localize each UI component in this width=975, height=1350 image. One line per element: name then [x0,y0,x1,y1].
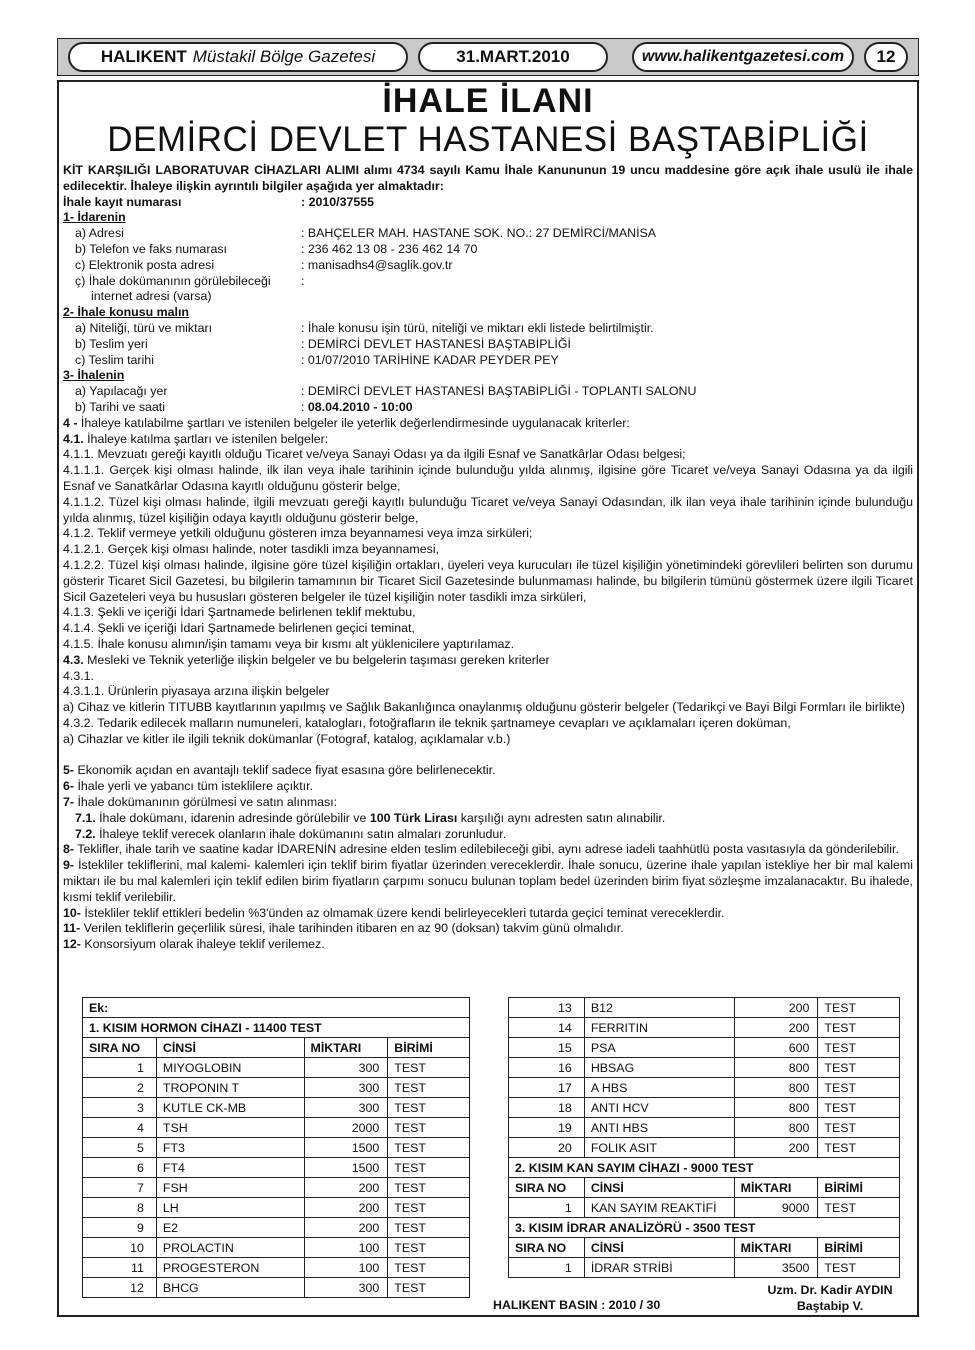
cell-name: FERRITIN [584,1018,734,1038]
s71-num: 7.1. [75,810,96,825]
table-row [509,1258,900,1278]
cell-unit: TEST [388,1258,470,1278]
s12-text: Konsorsiyum olarak ihaleye teklif verilemez. [80,937,325,952]
notice-title: İHALE İLANI [382,82,594,120]
cell-no: 10 [83,1238,157,1258]
s71-price: 100 Türk Lirası [369,810,458,825]
signer-name: Uzm. Dr. Kadir AYDIN [767,1283,893,1297]
s3-col-birimi: BİRİMİ [818,1238,900,1258]
cell-unit: TEST [388,1178,470,1198]
cell-unit: TEST [818,1078,900,1098]
section-3-row [509,1218,900,1238]
cell-qty: 300 [304,1098,388,1118]
table-row [509,1138,900,1158]
press-reference: HALIKENT BASIN : 2010 / 30 [493,1298,661,1312]
signer-title: Baştabip V. [796,1299,864,1313]
section-11 [63,921,913,937]
cell-qty: 200 [734,1138,818,1158]
cell-no: 17 [509,1078,585,1098]
s1-d-value: : [301,273,305,288]
section-4 [63,416,913,432]
cell-name: TROPONIN T [156,1078,304,1098]
s71-text-a: İhale dokümanı, idarenin adresinde görülebilir ve [95,810,370,825]
cell-unit: TEST [388,1158,470,1178]
s1-c-value: : manisadhs4@saglik.gov.tr [301,257,453,272]
cell-qty: 200 [304,1178,388,1198]
table-row [83,1198,470,1218]
cell-no: 5 [83,1138,157,1158]
cell-no: 7 [83,1178,157,1198]
cell-no: 1 [509,1258,585,1278]
cell-unit: TEST [818,998,900,1018]
cell-name: FOLIK ASIT [584,1138,734,1158]
cell-no: 11 [83,1258,157,1278]
table-row [83,1078,470,1098]
item-4-1-1-1: 4.1.1.1. Gerçek kişi olması halinde, ilk ilan veya ihale tarihinin içinde bulunduğu yılda alınmış, ilgisine göre Ticaret ve/veya Sanayi Odasına ya da ilgili Esnaf ve Sanatkârlar Odasına kayıtlı olduğunu gösterir belge, [63,463,913,493]
cell-qty: 800 [734,1078,818,1098]
cell-unit: TEST [818,1258,900,1278]
cell-name: LH [156,1198,304,1218]
section-1-title-cell: 1. KISIM HORMON CİHAZI - 11400 TEST [83,1018,470,1038]
cell-no: 14 [509,1018,585,1038]
cell-qty: 100 [304,1238,388,1258]
s3-b-value: 08.04.2010 - 10:00 [307,399,413,414]
s7-num: 7- [63,795,75,810]
s41-text: İhaleye katılma şartları ve istenilen belgeler: [83,431,329,446]
cell-unit: TEST [818,1038,900,1058]
s6-num: 6- [63,779,75,794]
section-12 [63,937,913,953]
col-birimi: BİRİMİ [388,1038,470,1058]
cell-qty: 3500 [734,1258,818,1278]
s11-num: 11- [63,921,81,936]
cell-name: PROGESTERON [156,1258,304,1278]
section-4-3 [63,653,913,669]
s3-col-sira-no: SIRA NO [509,1238,585,1258]
s43-text: Mesleki ve Teknik yeterliğe ilişkin belgeler ve bu belgelerin taşıması gereken kriterler [83,652,550,667]
table-row [509,998,900,1018]
cell-name: FT4 [156,1158,304,1178]
newspaper-subtitle: Müstakil Bölge Gazetesi [192,47,376,66]
item-4-1-2: 4.1.2. Teklif vermeye yetkili olduğunu gösteren imza beyannamesi veya imza sirküleri; [63,526,533,541]
cell-name: PROLACTIN [156,1238,304,1258]
cell-qty: 2000 [304,1118,388,1138]
header-row [83,1038,470,1058]
cell-unit: TEST [818,1098,900,1118]
s3-b-colon: : [301,399,308,414]
item-4-3-2: 4.3.2. Tedarik edilecek malların numuneleri, katalogları, fotoğrafların ile teknik şartnameye cevapları ve açıklamaları içeren doküman, [63,715,791,730]
cell-name: PSA [584,1038,734,1058]
s2-col-birimi: BİRİMİ [818,1178,900,1198]
s1-c-label: c) Elektronik posta adresi [75,257,215,272]
cell-qty: 800 [734,1098,818,1118]
cell-name: KUTLE CK-MB [156,1098,304,1118]
col-cinsi: CİNSİ [156,1038,304,1058]
table-row [83,1218,470,1238]
item-4-1-5: 4.1.5. İhale konusu alımın/işin tamamı veya bir kısmı alt yüklenicilere yaptırılamaz. [63,636,515,651]
cell-unit: TEST [818,1118,900,1138]
table-row [83,1118,470,1138]
s72-text: İhaleye teklif verecek olanların ihale dokümanını satın almaları zorunludur. [95,826,507,841]
cell-qty: 1500 [304,1138,388,1158]
section-7-1 [63,811,913,827]
table-row [509,1098,900,1118]
cell-unit: TEST [818,1058,900,1078]
s41-num: 4.1. [63,431,84,446]
cell-name: FSH [156,1178,304,1198]
s1-b-label: b) Telefon ve faks numarası [75,241,227,256]
s1-d-label-cont: internet adresi (varsa) [91,289,212,304]
s1-b-value: : 236 462 13 08 - 236 462 14 70 [301,241,478,256]
s4-num: 4 - [63,415,78,430]
website-link[interactable]: www.halikentgazetesi.com [632,42,854,72]
s4-text: İhaleye katılabilme şartları ve istenilen belgeler ile yeterlik değerlendirmesinde uygulanacak kriterler: [77,415,630,430]
intro-paragraph: KİT KARŞILIĞI LABORATUVAR CİHAZLARI ALIMI alımı 4734 sayılı Kamu İhale Kanununun 19 uncu maddesine göre açık ihale usulü ile ihale edilecektir. İhaleye ilişkin ayrıntılı bilgiler aşağıda yer almaktadır: [63,163,913,193]
table-row [83,1278,470,1298]
s3-b-label: b) Tarihi ve saati [75,399,165,414]
s72-num: 7.2. [75,826,96,841]
cell-unit: TEST [818,1018,900,1038]
cell-unit: TEST [388,1098,470,1118]
s2-a-value: : İhale konusu işin türü, niteliği ve miktarı ekli listede belirtilmiştir. [301,320,654,335]
section-10 [63,906,913,922]
table-row [83,1178,470,1198]
s2-c-row [63,353,913,369]
cell-unit: TEST [388,1118,470,1138]
s7-text: İhale dokümanının görülmesi ve satın alınması: [74,795,338,810]
col-miktari: MİKTARI [304,1038,388,1058]
cell-qty: 800 [734,1058,818,1078]
s2-b-value: : DEMİRCİ DEVLET HASTANESİ BAŞTABİPLİĞİ [301,336,571,351]
table-row [509,1198,900,1218]
kayit-label: İhale kayıt numarası [63,194,182,209]
s11-text: Verilen tekliflerin geçerlilik süresi, ihale tarihinden itibaren en az 90 (doksan) takvim günü olmalıdır. [80,921,624,936]
table-row [83,1138,470,1158]
s3-a-row [63,384,913,400]
section-9 [63,858,913,905]
cell-no: 1 [83,1058,157,1078]
cell-unit: TEST [818,1138,900,1158]
section-2-header-row [509,1178,900,1198]
section-1-row [83,1018,470,1038]
s1-b-row [63,242,913,258]
section-3-title-cell: 3. KISIM İDRAR ANALİZÖRÜ - 3500 TEST [509,1218,900,1238]
cell-name: KAN SAYIM REAKTİFİ [584,1198,734,1218]
cell-name: TSH [156,1118,304,1138]
item-4-1-4: 4.1.4. Şekli ve içeriği İdari Şartnamede belirlenen geçici teminat, [63,621,415,636]
cell-unit: TEST [388,1218,470,1238]
institution-title: DEMİRCİ DEVLET HASTANESİ BAŞTABİPLİĞİ [107,120,869,159]
item-4-1-1: 4.1.1. Mevzuatı gereği kayıtlı olduğu Ticaret ve/veya Sanayi Odası ya da ilgili Esnaf ve Sanatkârlar Odası belgesi; [63,447,686,462]
cell-no: 18 [509,1098,585,1118]
cell-unit: TEST [388,1278,470,1298]
table-row [509,1018,900,1038]
cell-name: İDRAR STRİBİ [584,1258,734,1278]
cell-name: E2 [156,1218,304,1238]
item-4-3-1-1: 4.3.1.1. Ürünlerin piyasaya arzına ilişkin belgeler [63,684,330,699]
cell-no: 20 [509,1138,585,1158]
section-2-title-cell: 2. KISIM KAN SAYIM CİHAZI - 9000 TEST [509,1158,900,1178]
s9-num: 9- [63,858,75,873]
issue-date: 31.MART.2010 [418,42,608,72]
spacer [63,747,913,763]
cell-qty: 9000 [734,1198,818,1218]
section-6 [63,779,913,795]
kayit-row [63,195,913,211]
cell-qty: 200 [734,998,818,1018]
s1-a-row [63,226,913,242]
cell-no: 19 [509,1118,585,1138]
cell-name: BHCG [156,1278,304,1298]
section-3-title: 3- İhalenin [63,368,125,383]
s1-d-row [63,274,913,290]
cell-qty: 300 [304,1078,388,1098]
table-row [509,1058,900,1078]
item-4-1-3: 4.1.3. Şekli ve içeriği İdari Şartnamede belirlenen teklif mektubu, [63,605,416,620]
cell-unit: TEST [388,1078,470,1098]
cell-no: 2 [83,1078,157,1098]
s2-c-value: : 01/07/2010 TARİHİNE KADAR PEYDER PEY [301,352,559,367]
s3-a-value: : DEMİRCİ DEVLET HASTANESİ BAŞTABİPLİĞİ - TOPLANTI SALONU [301,384,697,399]
s2-b-row [63,337,913,353]
s2-col-miktari: MİKTARI [734,1178,818,1198]
right-table [508,997,900,1278]
table-row [83,1238,470,1258]
s10-num: 10- [63,905,81,920]
item-4-1-2-2: 4.1.2.2. Tüzel kişi olması halinde, ilgisine göre tüzel kişiliğin ortakları, üyeleri veya kurucuları ile tüzel kişiliğin yönetimindeki görevlileri belirten son durumu gösterir Ticaret Sicil Gazetesi, bu bilgilerin tamamının bir Ticaret Sicil Gazetesinde bulunmaması halinde, bu bilgilerin tümünü göstermek üzere ilgili Ticaret Sicil Gazeteleri veya bu hususları gösteren belgeler ile tüzel kişiliğin noter tasdikli imza sirküleri, [63,557,913,604]
s2-col-sira-no: SIRA NO [509,1178,585,1198]
s9-text: İstekliler tekliflerini, mal kalemi- kalemleri için teklif birim fiyatlar üzerinden vereceklerdir. İhale sonucu, üzerine ihale yapılan istekliye her bir mal kalemi miktarı ile bu mal kalemleri için teklif edilen birim fiyatların çarpımı sonucu bulunan toplam bedel üzerinden birim fiyat sözleşme imzalanacaktır. Bu ihalede, kısmi teklif verilebilir. [63,858,913,904]
s1-a-label: a) Adresi [75,226,124,241]
cell-no: 12 [83,1278,157,1298]
item-4-3-2-a: a) Cihazlar ve kitler ile ilgili teknik dokümanlar (Fotograf, katalog, açıklamalar v.b.) [63,731,511,746]
ek-row [83,998,470,1018]
cell-qty: 1500 [304,1158,388,1178]
section-1-title: 1- İdarenin [63,210,126,225]
cell-no: 8 [83,1198,157,1218]
table-row [509,1078,900,1098]
s2-b-label: b) Teslim yeri [75,336,148,351]
s3-b-row [63,400,913,416]
cell-name: B12 [584,998,734,1018]
cell-qty: 300 [304,1058,388,1078]
col-sira-no: SIRA NO [83,1038,157,1058]
section-8 [63,842,913,858]
s2-c-label: c) Teslim tarihi [75,352,154,367]
s8-text: Teklifler, ihale tarih ve saatine kadar İDARENİN adresine elden teslim edilebileceği gibi, aynı adrese iadeli taahhütlü posta vasıtasıyla da gönderilebilir. [74,842,899,857]
cell-name: ANTI HCV [584,1098,734,1118]
cell-qty: 100 [304,1258,388,1278]
cell-no: 4 [83,1118,157,1138]
kayit-value: : 2010/37555 [301,194,375,209]
table-row [83,1258,470,1278]
cell-qty: 200 [304,1198,388,1218]
section-7-2 [63,827,913,843]
s1-c-row [63,258,913,274]
notice-body [63,163,913,953]
cell-qty: 200 [734,1018,818,1038]
cell-name: A HBS [584,1078,734,1098]
cell-unit: TEST [388,1198,470,1218]
item-4-1-2-1: 4.1.2.1. Gerçek kişi olması halinde, noter tasdikli imza beyannamesi, [63,542,440,557]
table-row [509,1118,900,1138]
s3-a-label: a) Yapılacağı yer [75,384,168,399]
s12-num: 12- [63,937,81,952]
cell-qty: 200 [304,1218,388,1238]
cell-no: 16 [509,1058,585,1078]
section-2-title: 2- İhale konusu malın [63,305,189,320]
s2-a-row [63,321,913,337]
newspaper-name [68,42,408,72]
s10-text: İstekliler teklif ettikleri bedelin %3'ünden az olmamak üzere kendi belirleyecekleri tutarda geçici teminat vereceklerdir. [80,905,725,920]
s2-a-label: a) Niteliği, türü ve miktarı [75,320,213,335]
section-7 [63,795,913,811]
s8-num: 8- [63,842,75,857]
cell-qty: 600 [734,1038,818,1058]
hormone-table [82,997,470,1298]
s6-text: İhale yerli ve yabancı tüm isteklilere açıktır. [74,779,313,794]
item-4-3-1-1-a: a) Cihaz ve kitlerin TITUBB kayıtlarının yapılmış ve Sağlık Bakanlığınca onaylanmış olduğunu gösterir belgeler (Tedarikçi ve Bayi Bilgi Formları ile birlikte) [63,700,905,715]
cell-unit: TEST [388,1058,470,1078]
table-row [509,1038,900,1058]
cell-name: MIYOGLOBIN [156,1058,304,1078]
s2-col-cinsi: CİNSİ [584,1178,734,1198]
cell-name: HBSAG [584,1058,734,1078]
s1-d-label: ç) İhale dokümanının görülebileceği [75,273,271,288]
cell-unit: TEST [388,1138,470,1158]
s71-text-b: karşılığı aynı adresten satın alınabilir. [457,810,666,825]
cell-no: 3 [83,1098,157,1118]
s3-col-miktari: MİKTARI [734,1238,818,1258]
cell-unit: TEST [388,1238,470,1258]
cell-name: FT3 [156,1138,304,1158]
item-4-1-1-2: 4.1.1.2. Tüzel kişi olması halinde, ilgili mevzuatı gereği kayıtlı bulunduğu Ticaret ve/veya Sanayi Odasından, ilk ilan veya ihale tarihinin içinde bulunduğu yılda alınmış, tüzel kişiliğin odaya kayıtlı olduğunu gösterir belge, [63,494,913,525]
s3-b-value-wrap [301,400,913,416]
cell-name: ANTI HBS [584,1118,734,1138]
s3-col-cinsi: CİNSİ [584,1238,734,1258]
cell-no: 15 [509,1038,585,1058]
signature-block [760,1282,900,1314]
s43-num: 4.3. [63,652,84,667]
section-3-header-row [509,1238,900,1258]
table-row [83,1098,470,1118]
item-4-3-1: 4.3.1. [63,668,95,683]
table-row [83,1158,470,1178]
section-4-1 [63,432,913,448]
s5-text: Ekonomik açıdan en avantajlı teklif sadece fiyat esasına göre belirlenecektir. [74,763,496,778]
page-number: 12 [864,42,908,72]
cell-no: 13 [509,998,585,1018]
cell-qty: 300 [304,1278,388,1298]
cell-no: 6 [83,1158,157,1178]
cell-qty: 800 [734,1118,818,1138]
cell-unit: TEST [818,1198,900,1218]
section-2-row [509,1158,900,1178]
cell-no: 9 [83,1218,157,1238]
newspaper-title: HALIKENT [100,47,187,66]
s1-a-value: : BAHÇELER MAH. HASTANE SOK. NO.: 27 DEMİRCİ/MANİSA [301,226,657,241]
ek-label: Ek: [83,998,470,1018]
table-row [83,1058,470,1078]
s5-num: 5- [63,763,75,778]
section-5 [63,763,913,779]
cell-no: 1 [509,1198,585,1218]
